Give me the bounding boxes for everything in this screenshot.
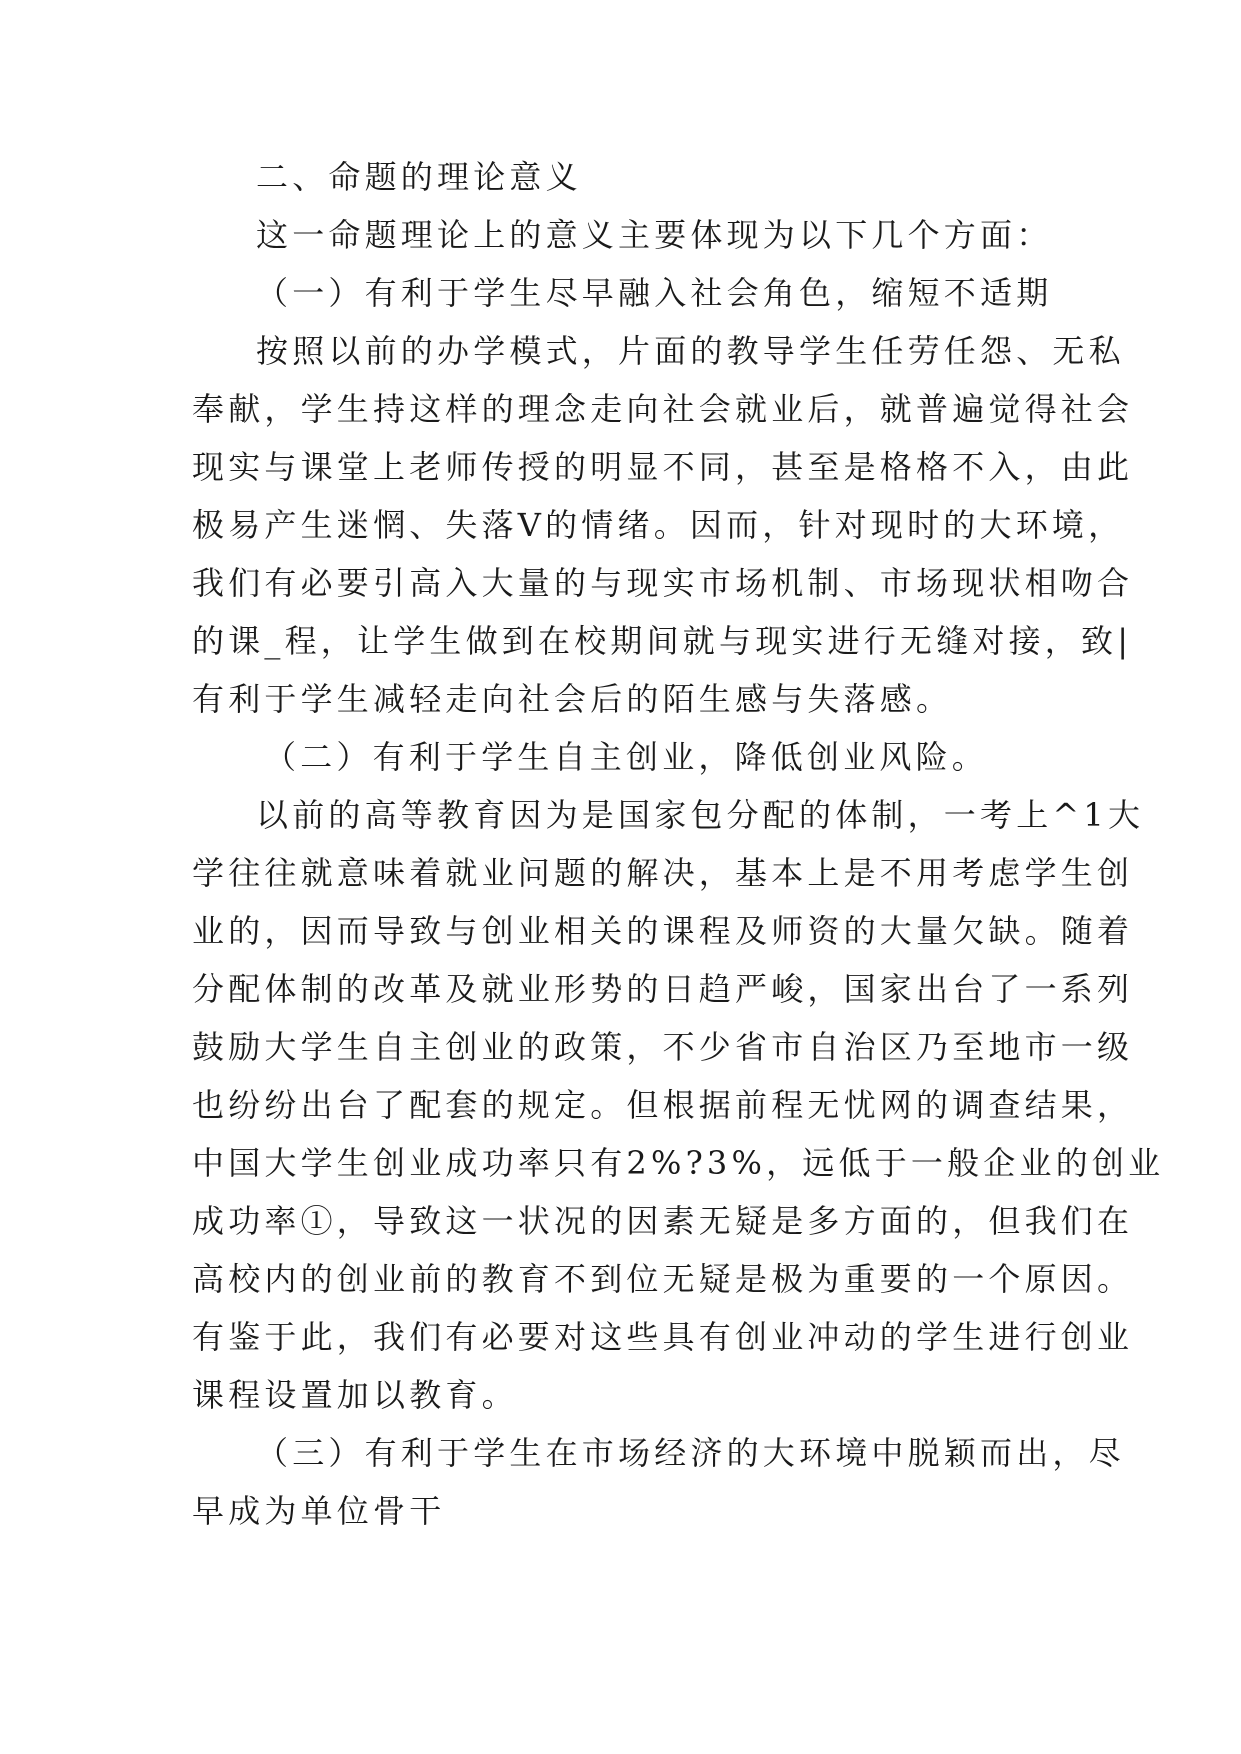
paragraph-line: 我们有必要引高入大量的与现实市场机制、市场现状相吻合 <box>192 564 1134 602</box>
paragraph-line: 分配体制的改革及就业形势的日趋严峻，国家出台了一系列 <box>192 970 1134 1008</box>
paragraph-line: 这一命题理论上的意义主要体现为以下几个方面： <box>256 216 1053 254</box>
paragraph-line: 课程设置加以教育。 <box>192 1376 518 1414</box>
subsection-heading: （三）有利于学生在市场经济的大环境中脱颖而出，尽 <box>256 1434 1125 1472</box>
paragraph-line: 成功率①，导致这一状况的因素无疑是多方面的，但我们在 <box>192 1202 1134 1240</box>
paragraph-line: 的课_程，让学生做到在校期间就与现实进行无缝对接，致| <box>192 622 1133 660</box>
paragraph-line: 极易产生迷惘、失落V的情绪。因而，针对现时的大环境， <box>192 506 1125 544</box>
paragraph-line: 按照以前的办学模式，片面的教导学生任劳任怨、无私 <box>256 332 1125 370</box>
paragraph-line: 也纷纷出台了配套的规定。但根据前程无忧网的调查结果， <box>192 1086 1134 1124</box>
paragraph-line: 奉献，学生持这样的理念走向社会就业后，就普遍觉得社会 <box>192 390 1134 428</box>
paragraph-line: 中国大学生创业成功率只有2%?3%，远低于一般企业的创业 <box>192 1144 1165 1182</box>
section-heading: 二、命题的理论意义 <box>256 158 582 196</box>
paragraph-line: 有鉴于此，我们有必要对这些具有创业冲动的学生进行创业 <box>192 1318 1134 1356</box>
paragraph-line: 鼓励大学生自主创业的政策，不少省市自治区乃至地市一级 <box>192 1028 1134 1066</box>
paragraph-line: 高校内的创业前的教育不到位无疑是极为重要的一个原因。 <box>192 1260 1134 1298</box>
paragraph-line: 业的，因而导致与创业相关的课程及师资的大量欠缺。随着 <box>192 912 1134 950</box>
paragraph-line: 现实与课堂上老师传授的明显不同，甚至是格格不入，由此 <box>192 448 1134 486</box>
paragraph-line: 有利于学生减轻走向社会后的陌生感与失落感。 <box>192 680 953 718</box>
paragraph-line: 早成为单位骨干 <box>192 1492 446 1530</box>
document-body <box>192 148 1165 1540</box>
subsection-heading: （一）有利于学生尽早融入社会角色，缩短不适期 <box>256 274 1053 312</box>
paragraph-line: 以前的高等教育因为是国家包分配的体制，一考上^1大 <box>256 796 1145 834</box>
paragraph-line: 学往往就意味着就业问题的解决，基本上是不用考虑学生创 <box>192 854 1134 892</box>
subsection-heading: （二）有利于学生自主创业，降低创业风险。 <box>264 738 989 776</box>
